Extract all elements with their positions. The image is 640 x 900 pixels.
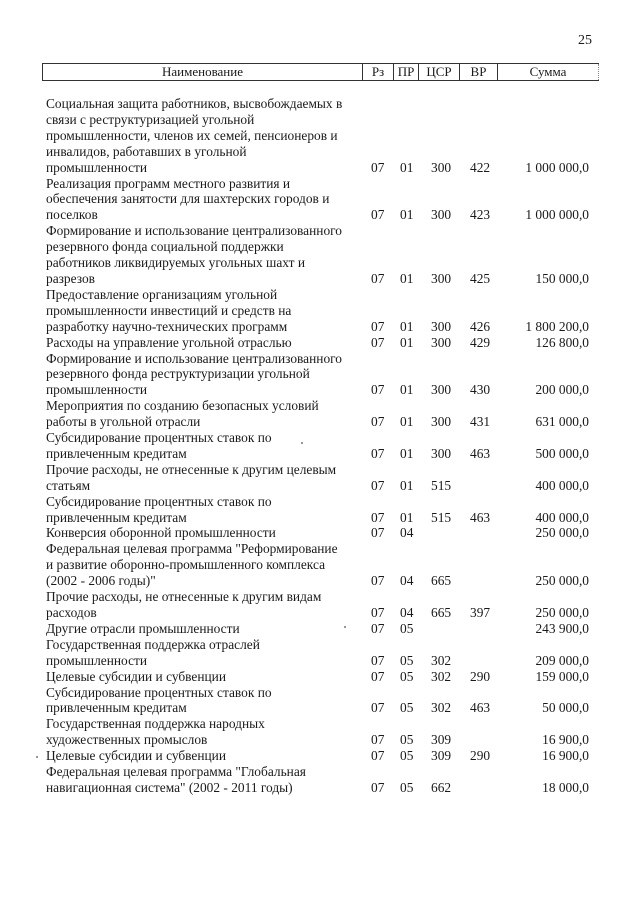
row-name-line: привлеченным кредитам: [46, 509, 187, 525]
row-name-line: промышленности, членов их семей, пенсионеров и: [46, 127, 338, 143]
row-rz: 07: [371, 779, 385, 795]
row-vr: 463: [470, 445, 491, 461]
header-sum: Сумма: [498, 64, 599, 80]
row-sum: 1 800 200,0: [525, 318, 589, 334]
row-sum: 18 000,0: [542, 779, 589, 795]
row-name-line: промышленности: [46, 382, 148, 398]
row-rz: 07: [371, 525, 385, 541]
row-pr: 01: [400, 414, 414, 430]
row-pr: 01: [400, 509, 414, 525]
row-sum: 400 000,0: [535, 509, 589, 525]
row-name-line: (2002 - 2006 годы)": [46, 573, 156, 589]
row-rz: 07: [371, 270, 385, 286]
row-name-line: Конверсия оборонной промышленности: [46, 525, 276, 541]
row-name-line: разработку научно-технических программ: [46, 318, 288, 334]
row-name-line: поселков: [46, 207, 98, 223]
row-rz: 07: [371, 620, 385, 636]
row-csr: 300: [431, 207, 452, 223]
row-vr: 425: [470, 270, 491, 286]
row-sum: 243 900,0: [535, 620, 589, 636]
header-vr: ВР: [460, 64, 498, 80]
table-row: [46, 462, 596, 494]
row-name-line: Целевые субсидии и субвенции: [46, 748, 227, 764]
scan-speck: [301, 442, 303, 444]
row-name-line: Формирование и использование централизованного: [46, 223, 342, 239]
table-row: [46, 351, 596, 399]
row-rz: 07: [371, 382, 385, 398]
row-vr: 463: [470, 700, 491, 716]
row-csr: 300: [431, 334, 452, 350]
row-csr: 665: [431, 573, 452, 589]
row-name-line: промышленности: [46, 652, 148, 668]
row-sum: 631 000,0: [535, 414, 589, 430]
row-name-line: Расходы на управление угольной отраслью: [46, 334, 292, 350]
row-csr: 515: [431, 477, 452, 493]
table-row: [46, 764, 596, 796]
row-name-line: расходов: [46, 605, 97, 620]
row-csr: 302: [431, 700, 452, 716]
row-name-line: Мероприятия по созданию безопасных условий: [46, 398, 319, 414]
row-name-line: Субсидирование процентных ставок по: [46, 493, 272, 509]
table-header: [42, 63, 599, 81]
row-rz: 07: [371, 318, 385, 334]
row-name-line: инвалидов, работавших в угольной: [46, 143, 247, 159]
row-sum: 250 000,0: [535, 525, 589, 541]
row-pr: 05: [400, 700, 414, 716]
row-name-line: Целевые субсидии и субвенции: [46, 668, 227, 684]
row-sum: 200 000,0: [535, 382, 589, 398]
row-csr: 309: [431, 748, 452, 764]
row-vr: 430: [470, 382, 491, 398]
row-name-line: и развитие оборонно-промышленного комплекса: [46, 557, 326, 573]
table-row: [46, 335, 596, 351]
row-name-line: Реализация программ местного развития и: [46, 175, 291, 191]
row-pr: 01: [400, 334, 414, 350]
scan-speck: [344, 626, 346, 628]
row-rz: 07: [371, 159, 385, 175]
row-name-line: промышленности инвестиций и средств на: [46, 302, 292, 318]
row-name-line: работников ликвидируемых угольных шахт и: [46, 255, 306, 271]
row-name-line: Социальная защита работников, высвобождаемых в: [46, 96, 343, 111]
row-rz: 07: [371, 652, 385, 668]
row-rz: 07: [371, 477, 385, 493]
row-pr: 01: [400, 445, 414, 461]
row-name-line: Прочие расходы, не отнесенные к другим целевым: [46, 461, 337, 477]
row-csr: 662: [431, 779, 452, 795]
row-name-line: Государственная поддержка отраслей: [46, 636, 260, 652]
header-pr: ПР: [394, 64, 419, 80]
row-csr: 300: [431, 159, 452, 175]
row-pr: 01: [400, 477, 414, 493]
row-vr: 431: [470, 414, 491, 430]
row-pr: 01: [400, 207, 414, 223]
row-csr: 300: [431, 414, 452, 430]
row-name-line: привлеченным кредитам: [46, 445, 187, 461]
row-vr: 463: [470, 509, 491, 525]
row-sum: 159 000,0: [535, 668, 589, 684]
row-sum: 400 000,0: [535, 477, 589, 493]
row-csr: 302: [431, 652, 452, 668]
row-sum: 16 900,0: [542, 748, 589, 764]
row-pr: 01: [400, 318, 414, 334]
row-rz: 07: [371, 509, 385, 525]
row-csr: 300: [431, 318, 452, 334]
table-row: [46, 589, 596, 621]
row-sum: 209 000,0: [535, 652, 589, 668]
row-rz: 07: [371, 334, 385, 350]
table-row: [46, 96, 596, 176]
row-rz: 07: [371, 748, 385, 764]
row-sum: 1 000 000,0: [525, 159, 589, 175]
row-rz: 07: [371, 445, 385, 461]
table-row: [46, 398, 596, 430]
row-vr: 423: [470, 207, 491, 223]
header-csr: ЦСР: [419, 64, 460, 80]
table-body: [46, 96, 596, 796]
row-name-line: художественных промыслов: [46, 732, 208, 748]
table-row: [46, 685, 596, 717]
row-name-line: Субсидирование процентных ставок по: [46, 684, 272, 700]
row-vr: 422: [470, 159, 491, 175]
row-sum: 16 900,0: [542, 732, 589, 748]
row-name-line: Другие отрасли промышленности: [46, 620, 240, 636]
row-csr: 309: [431, 732, 452, 748]
row-pr: 05: [400, 748, 414, 764]
row-name-line: обеспечения занятости для шахтерских городов и: [46, 191, 330, 207]
page-number: 25: [578, 33, 592, 48]
row-pr: 01: [400, 270, 414, 286]
row-sum: 50 000,0: [542, 700, 589, 716]
row-sum: 500 000,0: [535, 445, 589, 461]
table-row: [46, 287, 596, 335]
table-row: [46, 716, 596, 748]
row-rz: 07: [371, 605, 385, 621]
row-name-line: Прочие расходы, не отнесенные к другим видам: [46, 589, 322, 605]
row-vr: 290: [470, 668, 491, 684]
table-row: [46, 223, 596, 287]
row-sum: 126 800,0: [535, 334, 589, 350]
table-row: [46, 541, 596, 589]
row-name-line: резервного фонда социальной поддержки: [46, 239, 284, 255]
row-name-line: Субсидирование процентных ставок по: [46, 430, 272, 446]
row-name-line: разрезов: [46, 270, 95, 286]
row-name-line: связи с реструктуризацией угольной: [46, 111, 255, 127]
row-name-line: Предоставление организациям угольной: [46, 286, 278, 302]
table-row: [46, 525, 596, 541]
row-vr: 397: [470, 605, 491, 621]
row-csr: 300: [431, 382, 452, 398]
row-csr: 302: [431, 668, 452, 684]
row-pr: 05: [400, 732, 414, 748]
row-rz: 07: [371, 700, 385, 716]
row-pr: 05: [400, 652, 414, 668]
row-pr: 05: [400, 668, 414, 684]
table-row: [46, 430, 596, 462]
row-csr: 665: [431, 605, 452, 621]
header-name: Наименование: [43, 64, 363, 80]
row-rz: 07: [371, 732, 385, 748]
header-rz: Рз: [363, 64, 394, 80]
row-rz: 07: [371, 668, 385, 684]
row-name-line: Федеральная целевая программа "Реформирование: [46, 541, 338, 557]
row-name-line: Государственная поддержка народных: [46, 716, 265, 732]
row-vr: 426: [470, 318, 491, 334]
table-row: [46, 748, 596, 764]
row-sum: 250 000,0: [535, 573, 589, 589]
row-rz: 07: [371, 207, 385, 223]
row-sum: 150 000,0: [535, 270, 589, 286]
row-name-line: статьям: [46, 477, 91, 493]
row-pr: 01: [400, 159, 414, 175]
row-csr: 515: [431, 509, 452, 525]
table-row: [46, 637, 596, 669]
row-csr: 300: [431, 270, 452, 286]
row-pr: 04: [400, 605, 414, 621]
row-sum: 250 000,0: [535, 605, 589, 621]
row-name-line: промышленности: [46, 159, 148, 175]
table-row: [46, 621, 596, 637]
row-pr: 04: [400, 573, 414, 589]
row-pr: 05: [400, 620, 414, 636]
row-vr: 290: [470, 748, 491, 764]
row-name-line: навигационная система" (2002 - 2011 годы): [46, 779, 293, 795]
table-row: [46, 176, 596, 224]
row-name-line: привлеченным кредитам: [46, 700, 187, 716]
row-name-line: Формирование и использование централизованного: [46, 350, 342, 366]
row-pr: 05: [400, 779, 414, 795]
row-csr: 300: [431, 445, 452, 461]
row-pr: 04: [400, 525, 414, 541]
row-sum: 1 000 000,0: [525, 207, 589, 223]
scan-speck: [36, 756, 38, 758]
row-rz: 07: [371, 414, 385, 430]
table-row: [46, 494, 596, 526]
row-rz: 07: [371, 573, 385, 589]
row-vr: 429: [470, 334, 491, 350]
row-pr: 01: [400, 382, 414, 398]
row-name-line: резервного фонда реструктуризации угольной: [46, 366, 310, 382]
row-name-line: работы в угольной отрасли: [46, 414, 201, 430]
table-row: [46, 669, 596, 685]
row-name-line: Федеральная целевая программа "Глобальная: [46, 764, 306, 780]
